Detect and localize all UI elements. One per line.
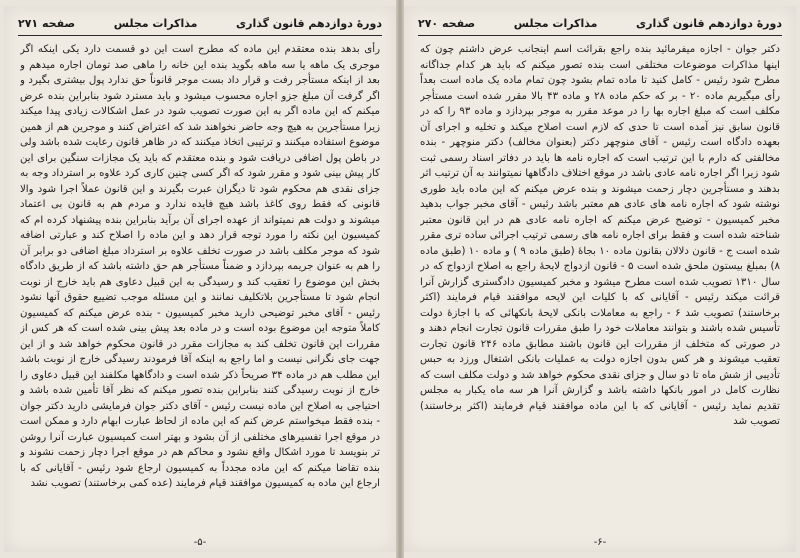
right-page [404,6,796,552]
left-page-section-title: مذاکرات مجلس [113,16,198,30]
right-page-header [418,12,782,34]
left-page-number: صفحه ۲۷۱ [18,16,76,30]
right-page-footer: -۶- [593,537,607,548]
right-page-text: دکتر جوان - اجازه میفرمائید بنده راجع بقرائت اسم اینجانب عرض داشتم چون که اینها مذاکرات موضوعات مختلفی است بنده تصور میکنم که باید هر کدام جداگانه مطرح شود رئیس - کامل کنید تا ماده تمام بشود چون تمام ماده یک ماده است بعداً رأی میگیریم ماده ۲۰ - بر که حکم ماده ۲۸ و ماده ۴۳ بالا مقرر شده است مستأجر مکلف است که مبلغ اجاره بها را در موعد مقرر به موجر بپردازد و ماده ۹۳ را که در قانون سابق نیز آمده است تا حدی که لازم است اصلاح میکند و تخلیه و اجرای آن بعهده دادگاه است رئیس - آقای منوچهر دکتر (بعنوان مخالف) دکتر منوچهر - بنده مخالفتی که دارم با این ترتیب است که اجاره نامه ها باید در دفاتر اسناد رسمی ثبت شود زیرا اگر اجاره نامه عادی باشد در موقع اختلاف دادگاهها نمیتوانند به آن ترتیب اثر بدهند و مستأجرین دچار زحمت میشوند و بنده عرض میکنم که این ماده باید طوری نوشته شود که اجاره نامه های عادی هم معتبر باشد رئیس - آقای مخبر جواب بدهید مخبر کمیسیون - توضیح عرض میکنم که اجاره نامه عادی هم در این قانون معتبر شناخته شده است و فقط برای اجاره نامه های رسمی ترتیب اجرائی ساده تری مقرر شده است ج - قانون دلالان بقانون ماده ۱۰ بجاهٔ (طبق ماده ۹ ) و ماده ۱۰ (طبق ماده ۸) بمبلغ بیستون ملحق شده است ۵ - قانون ازدواج لایحهٔ راجع به اصلاح ازدواج که در سال ۱۳۱۰ تصویب شده است مطرح میشود و مخبر کمیسیون دادگستری گزارش آنرا قرائت میکند رئیس - آقایانی که با کلیات این لایحه موافقند قیام فرمایند (اکثر برخاستند) تصویب شد ۶ - راجع به معاملات بانکی لایحهٔ بانکهائی که با اجازهٔ دولت تأسیس شده باشند و بتوانند معاملات خود را طبق مقررات قانون تجارت انجام دهند و در صورتی که متخلف از مقررات این قانون باشند مطابق ماده ۲۴۶ قانون تجارت تعقیب میشوند و هر کس بدون اجازه دولت به عملیات بانکی اشتغال ورزد به حبس تأدیبی از شش ماه تا دو سال و جزای نقدی محکوم خواهد شد و دولت مکلف است که نظارت کامل در امور بانکها داشته باشد و گزارش آنرا هر سه ماه یکبار به مجلس تقدیم نماید رئیس - آقایانی که با این ماده موافقند قیام فرمایند (اکثر برخاستند) تصویب شد [420,44,780,427]
left-page [4,6,396,552]
right-page-section-title: مذاکرات مجلس [513,16,598,30]
right-page-number: صفحه ۲۷۰ [418,16,476,30]
left-page-volume-title: دورهٔ دوازدهم قانون گذاری [236,16,382,30]
left-page-text: رأی بدهد بنده معتقدم این ماده که مطرح است این دو قسمت دارد یکی اینکه اگر موجری یک ماهه یا سه ماهه بگوید بنده این خانه را ماهی صد تومان اجاره میدهم و بعد از اینکه مستأجر رفت و قرار داد بست موجر قانوناً حق ندارد پول بیشتری بگیرد و اگر گرفت آن مبلغ جزو اجاره محسوب میشود و باید مسترد شود بنابراین بنده عرض میکنم که این ماده اگر به این صورت تصویب شود در عمل اشکالات زیادی پیدا میکند زیرا مستأجرین به هیچ وجه حاضر نخواهند شد که اعتراض کنند و موجرین هم از همین موضوع استفاده میکنند و ترتیبی اتخاذ میکنند که در ظاهر قانون رعایت شده باشد ولی در باطن پول اضافی دریافت شود و بنده معتقدم که باید یک مجازات سنگین برای این کار پیش بینی شود و مقرر شود که اگر کسی چنین کاری کرد علاوه بر استرداد وجه به جزای نقدی هم محکوم شود تا دیگران عبرت بگیرند و این قانون عملاً اجرا شود والا قانونی که فقط روی کاغذ باشد هیچ فایده ندارد و مردم هم به قانون بی اعتماد میشوند و دولت هم نمیتواند از عهده اجرای آن برآید بنابراین بنده پیشنهاد کرده ام که کمیسیون این نکته را مورد توجه قرار دهد و این ماده را اصلاح کند و عبارتی اضافه شود که موجر مکلف باشد در صورت تخلف علاوه بر استرداد مبلغ اضافی دو برابر آن را هم به عنوان جریمه بپردازد و ضمناً مستأجر هم حق داشته باشد که از طریق دادگاه بخش این موضوع را تعقیب کند و رسیدگی به این قبیل دعاوی هم باید خارج از نوبت انجام شود تا مستأجرین بلاتکلیف نمانند و این مسئله موجب تضییع حقوق آنها نشود رئیس - آقای مخبر توضیحی دارید مخبر کمیسیون - بنده عرض میکنم که کمیسیون کاملاً متوجه این موضوع بوده است و در ماده بعد پیش بینی شده است که هر کس از مقررات این قانون تخلف کند به مجازات مقرر در قانون محکوم خواهد شد و از این جهت جای نگرانی نیست و اما راجع به اینکه آقا فرمودند رسیدگی خارج از نوبت باشد این مطلب هم در ماده ۳۴ صریحاً ذکر شده است و دادگاهها مکلفند این قبیل دعاوی را خارج از نوبت رسیدگی کنند بنابراین بنده تصور میکنم که نظر آقا تأمین شده باشد و احتیاجی به اصلاح این ماده نیست رئیس - آقای دکتر جوان فرمایشی دارید دکتر جوان - بنده فقط میخواستم عرض کنم که این ماده از لحاظ عبارت ابهام دارد و ممکن است در موقع اجرا تفسیرهای مختلفی از آن بشود و بهتر است کمیسیون عبارت آنرا روشن تر بنویسد تا مورد اشکال واقع نشود و محاکم هم در موقع اجرا دچار زحمت نشوند و بنده تقاضا میکنم که این ماده مجدداً به کمیسیون ارجاع شود رئیس - آقایانی که با ارجاع این ماده به کمیسیون موافقند قیام فرمایند (عده کمی برخاستند) تصویب نشد [20,44,380,489]
right-page-volume-title: دورهٔ دوازدهم قانون گذاری [636,16,782,30]
left-page-footer: -۵- [193,537,207,548]
left-page-header [18,12,382,34]
left-page-body [20,42,380,530]
right-page-body [420,42,780,530]
left-page-header-rule [18,35,382,36]
book-gutter [396,0,404,558]
right-page-header-rule [418,35,782,36]
